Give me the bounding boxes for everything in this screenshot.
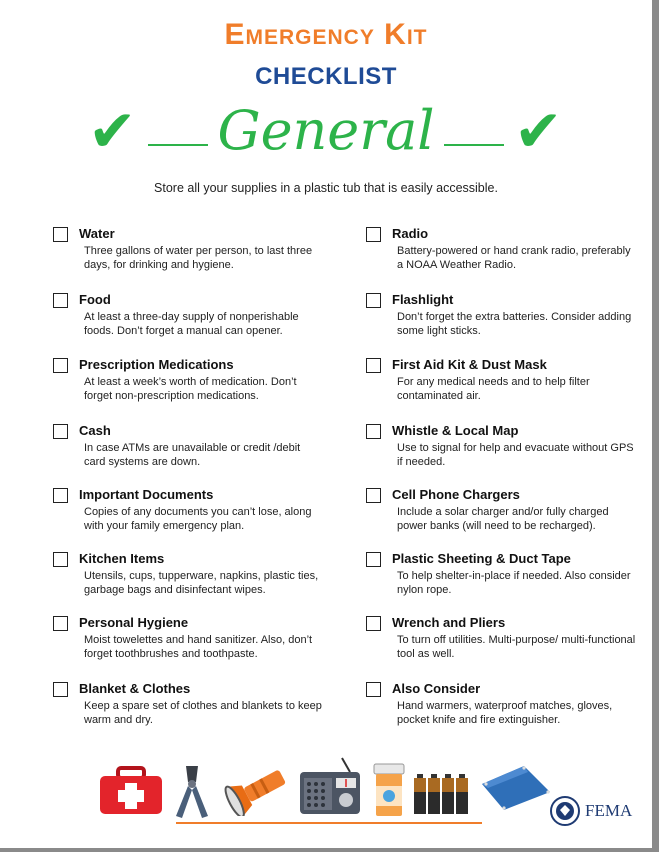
item-name: Cash <box>79 423 111 438</box>
first-aid-kit-icon <box>98 766 164 816</box>
item-description: To help shelter-in-place if needed. Also consider nylon rope. <box>397 570 631 596</box>
flashlight-icon <box>220 766 290 816</box>
item-description: Utensils, cups, tupperware, napkins, plastic ties, garbage bags and disinfectant wipes. <box>84 570 319 596</box>
item-description: In case ATMs are unavailable or credit /debit card systems are down. <box>84 442 301 468</box>
item-checkbox[interactable] <box>366 682 381 697</box>
item-description: Keep a spare set of clothes and blankets to keep warm and dry. <box>84 700 322 726</box>
section-banner <box>0 97 652 180</box>
item-description: To turn off utilities. Multi-purpose/ multi-functional tool as well. <box>397 634 636 660</box>
item-name: Food <box>79 292 111 307</box>
item-name: Prescription Medications <box>79 357 234 372</box>
item-name: Kitchen Items <box>79 551 165 566</box>
item-description: Three gallons of water per person, to last three days, for drinking and hygiene. <box>84 245 313 271</box>
item-name: Cell Phone Chargers <box>392 487 520 502</box>
page-title: Emergency Kit <box>224 18 428 51</box>
item-description: Battery-powered or hand crank radio, preferably a NOAA Weather Radio. <box>397 245 631 271</box>
item-name: Blanket & Clothes <box>79 681 191 696</box>
item-name: Radio <box>392 226 429 241</box>
tarp-icon <box>480 764 552 812</box>
batteries-icon <box>414 774 468 814</box>
item-checkbox[interactable] <box>53 616 68 631</box>
section-title: General <box>217 99 435 162</box>
item-description: For any medical needs and to help filter contaminated air. <box>397 376 590 402</box>
pliers-icon <box>170 762 214 820</box>
dhs-seal-icon <box>550 796 580 826</box>
item-checkbox[interactable] <box>366 424 381 439</box>
right-checkmark-icon: ✔ <box>514 97 563 165</box>
fema-logo-text: FEMA <box>585 801 633 820</box>
radio-icon <box>298 756 362 816</box>
item-checkbox[interactable] <box>366 616 381 631</box>
page-subtitle: CHECKLIST <box>255 63 397 90</box>
item-checkbox[interactable] <box>53 227 68 242</box>
item-checkbox[interactable] <box>366 552 381 567</box>
item-description: At least a three-day supply of nonperishable foods. Don’t forget a manual can opener. <box>84 311 299 337</box>
item-name: Personal Hygiene <box>79 615 189 630</box>
item-description: Hand warmers, waterproof matches, gloves, pocket knife and fire extinguisher. <box>397 700 613 726</box>
footer-divider <box>176 822 482 824</box>
item-checkbox[interactable] <box>366 293 381 308</box>
item-checkbox[interactable] <box>53 358 68 373</box>
item-name: Plastic Sheeting & Duct Tape <box>392 551 571 566</box>
item-description: Include a solar charger and/or fully charged power banks (will need to be recharged). <box>397 506 609 532</box>
item-name: Whistle & Local Map <box>392 423 519 438</box>
item-name: First Aid Kit & Dust Mask <box>392 357 547 372</box>
item-description: At least a week’s worth of medication. Don’t forget non-prescription medications. <box>84 376 297 402</box>
item-checkbox[interactable] <box>53 488 68 503</box>
item-name: Water <box>79 226 115 241</box>
item-checkbox[interactable] <box>53 552 68 567</box>
left-divider <box>148 144 208 146</box>
item-description: Don’t forget the extra batteries. Consider adding some light sticks. <box>397 311 632 337</box>
item-name: Flashlight <box>392 292 454 307</box>
item-checkbox[interactable] <box>53 682 68 697</box>
item-checkbox[interactable] <box>53 424 68 439</box>
item-name: Also Consider <box>392 681 481 696</box>
item-checkbox[interactable] <box>53 293 68 308</box>
item-checkbox[interactable] <box>366 488 381 503</box>
pill-bottle-icon <box>372 762 406 818</box>
intro-text: Store all your supplies in a plastic tub that is easily accessible. <box>154 181 498 195</box>
item-description: Moist towelettes and hand sanitizer. Also, don’t forget toothbrushes and toothpaste. <box>84 634 313 660</box>
item-checkbox[interactable] <box>366 358 381 373</box>
left-checkmark-icon: ✔ <box>88 97 137 165</box>
item-name: Wrench and Pliers <box>392 615 506 630</box>
item-description: Copies of any documents you can’t lose, along with your family emergency plan. <box>84 506 312 532</box>
item-name: Important Documents <box>79 487 214 502</box>
item-checkbox[interactable] <box>366 227 381 242</box>
item-description: Use to signal for help and evacuate without GPS if needed. <box>397 442 634 468</box>
right-divider <box>444 144 504 146</box>
